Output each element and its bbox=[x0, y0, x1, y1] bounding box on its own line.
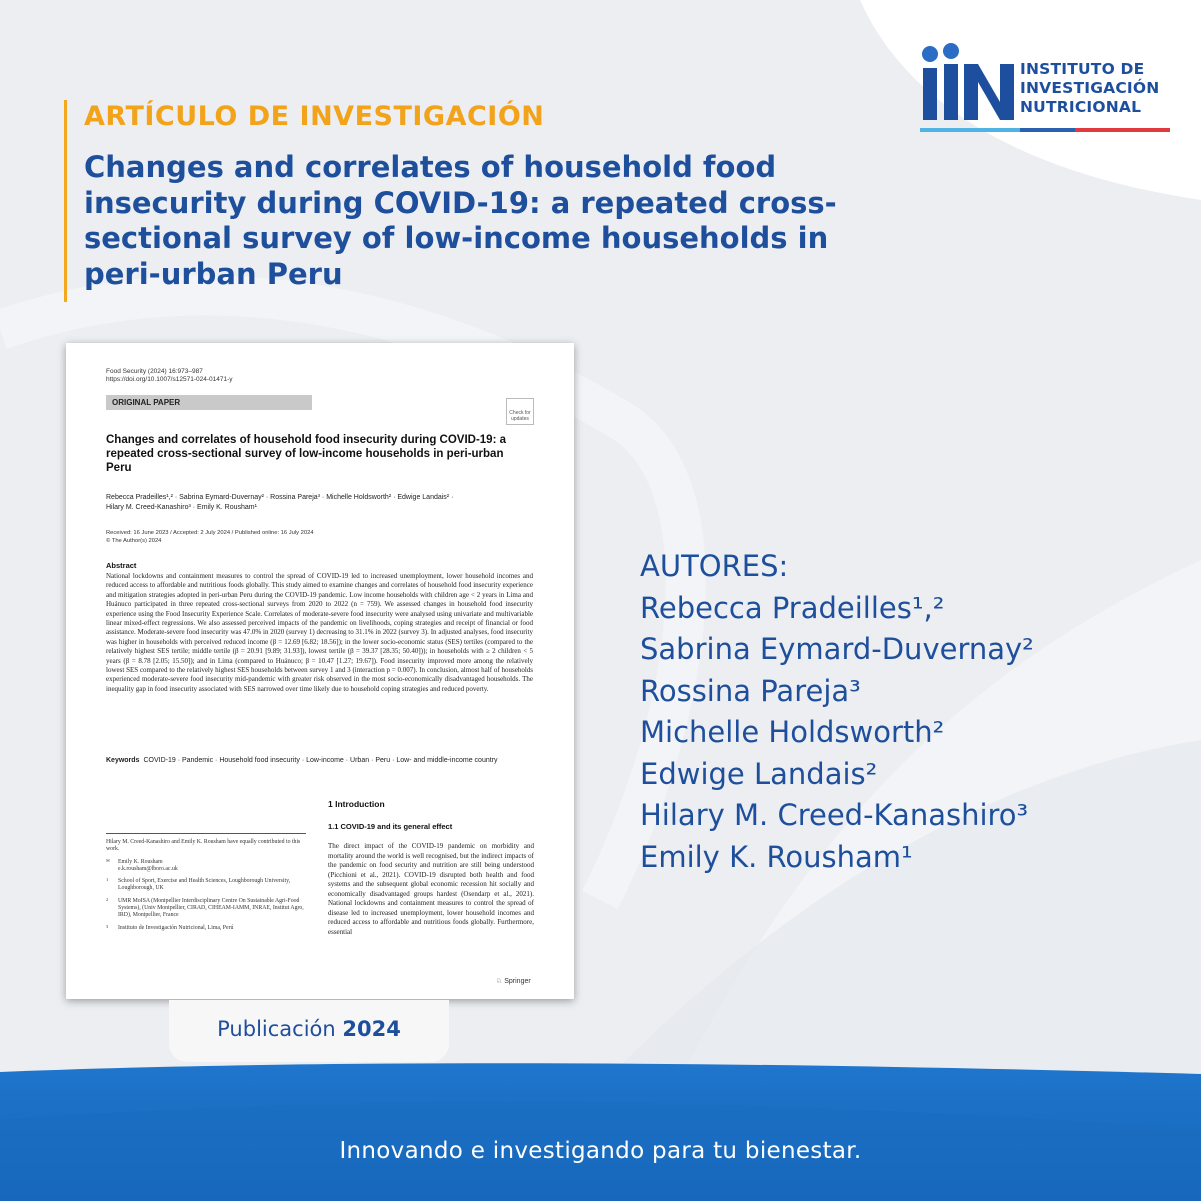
mail-icon: ✉ bbox=[106, 857, 110, 863]
paper-preview bbox=[66, 343, 574, 999]
paper-intro-heading: 1 Introduction bbox=[328, 799, 385, 809]
author-item: Hilary M. Creed-Kanashiro³ bbox=[640, 798, 1029, 832]
publisher-label: ♘ Springer bbox=[496, 978, 531, 985]
iin-logo-mark bbox=[920, 42, 1016, 126]
article-title: Changes and correlates of household food insecurity during COVID-19: a repeated cross-sectional survey of low-income households in peri-urban Peru bbox=[84, 150, 837, 291]
paper-subheading: 1.1 COVID-19 and its general effect bbox=[328, 822, 453, 831]
iin-logo bbox=[920, 42, 1170, 134]
paper-authors: Rebecca Pradeilles¹,² · Sabrina Eymard-Duvernay² · Rossina Pareja³ · Michelle Holdsworth² · Edwige Landais² · Hilary M. Creed-Kanashiro³ · Emily K. Rousham¹ bbox=[106, 494, 454, 511]
footer-band bbox=[0, 1060, 1201, 1201]
author-item: Emily K. Rousham¹ bbox=[640, 839, 913, 874]
springer-icon: ♘ bbox=[496, 978, 505, 985]
logo-color-bar bbox=[920, 128, 1170, 132]
paper-keywords: Keywords COVID-19 · Pandemic · Household food insecurity · Low-income · Urban · Peru · Low- and middle-income country bbox=[106, 757, 498, 764]
paper-footnotes: Hilary M. Creed-Kanashiro and Emily K. Rousham have equally contributed to this work. ✉ Emily K. Rousham e.k.rousham@lboro.ac.uk 1 School of Sport, Exercise and Health Sciences, Loughborough University, Loughborough, UK 2 UMR MoISA (Montpellier Interdisciplinary Centre On Sustainable Agri-Food Systems), (Univ Montpellier, CIRAD, CIHEAM-IAMM, INRAE, Institut Agro, IRD), Montpellier, France 3 Instituto de Investigación Nutricional, Lima, Perú bbox=[106, 839, 304, 931]
paper-title: Changes and correlates of household food insecurity during COVID-19: a repeated cross-sectional survey of low-income households in peri-urban Peru bbox=[106, 434, 507, 474]
footnote-rule bbox=[106, 833, 306, 834]
article-kicker: ARTÍCULO DE INVESTIGACIÓN bbox=[84, 101, 545, 132]
paper-dates: Received: 16 June 2023 / Accepted: 2 July 2024 / Published online: 16 July 2024 © The Author(s) 2024 bbox=[106, 530, 314, 544]
author-item: Michelle Holdsworth² bbox=[640, 715, 945, 749]
iin-logo-text: INSTITUTO DE INVESTIGACIÓN NUTRICIONAL bbox=[1020, 60, 1160, 116]
publication-tab bbox=[169, 1000, 449, 1062]
paper-section-bar: ORIGINAL PAPER bbox=[106, 395, 312, 410]
author-item: Edwige Landais² bbox=[640, 756, 878, 791]
authors-heading: AUTORES: bbox=[640, 549, 789, 583]
paper-abstract-heading: Abstract bbox=[106, 561, 137, 570]
author-item: Rossina Pareja³ bbox=[640, 673, 861, 708]
paper-journal-info: Food Security (2024) 16:973–987 https://doi.org/10.1007/s12571-024-01471-y bbox=[106, 368, 233, 383]
authors-list bbox=[640, 546, 1034, 878]
paper-intro-text: The direct impact of the COVID-19 pandemic on morbidity and mortality around the world is well recognised, but the indirect impacts of the pandemic on food security and nutrition are still being understood (Picchioni et al., 2021). COVID-19 disrupted both health and food systems and the subsequent global economic recession hit socially and economically disadvantaged groups hardest (Osendarp et al., 2021). National lockdowns and containment measures to control the spread of disease led to increased unemployment, lower household incomes and reduced access to affordable and nutritious foods globally. Furthermore, essential bbox=[328, 842, 534, 936]
author-item: Rebecca Pradeilles¹,² bbox=[640, 590, 945, 625]
header-accent-rule bbox=[64, 100, 67, 302]
author-item: Sabrina Eymard-Duvernay² bbox=[640, 632, 1034, 666]
footer-tagline: Innovando e investigando para tu bienestar. bbox=[339, 1138, 862, 1164]
paper-abstract: National lockdowns and containment measures to control the spread of COVID-19 led to increased unemployment, lower household incomes and reduced access to affordable and nutritious foods globally. This study aimed to examine changes and correlates of household food insecurity experience and mitigation strategies adopted in peri-urban Peru during the COVID-19 pandemic. Low income households with children age < 2 years in Lima and Huánuco participated in three repeated cross-sectional surveys from 2020 to 2022 (n = 759). We assessed changes in household food insecurity experience using the Food Insecurity Experience Scale. Correlates of moderate-severe food insecurity were analysed using univariate and multivariable linear mixed-effect regressions. We also assessed perceived impacts of the pandemic on livelihoods, coping strategies and receipt of financial or food assistance. Moderate-severe food insecurity was 47.0% in 2020 (survey 1) decreasing to 31.1% in 2022 (survey 3). In adjusted analyses, food insecurity was higher in households with perceived reduced income (β = 12.69 [6.82; 18.56]); in the lower socio-economic status (SES) tertiles (compared to the relatively highest SES tertile; middle tertile (β = 20.91 [9.89; 31.93]), lowest tertile (β = 39.37 [28.35; 50.40])); in households with ≥ 2 children < 5 years (β = 8.78 [2.05; 15.50]); and in Lima (compared to Huánuco; β = 10.47 [1.27; 19.67]). Food insecurity improved more among the relatively lowest SES compared to the relatively highest SES households between survey 1 and 3 (interaction p = 0.007). In conclusion, almost half of households experienced moderate-severe food insecurity mid-pandemic with greater risk observed in the most socio-economically disadvantaged households. The inequality gap in food insecurity associated with SES narrowed over time likely due to household coping strategies and reduced poverty. bbox=[106, 572, 533, 693]
publication-year: Publicación 2024 bbox=[217, 1017, 401, 1041]
check-updates-badge: Check for updates bbox=[506, 398, 534, 425]
